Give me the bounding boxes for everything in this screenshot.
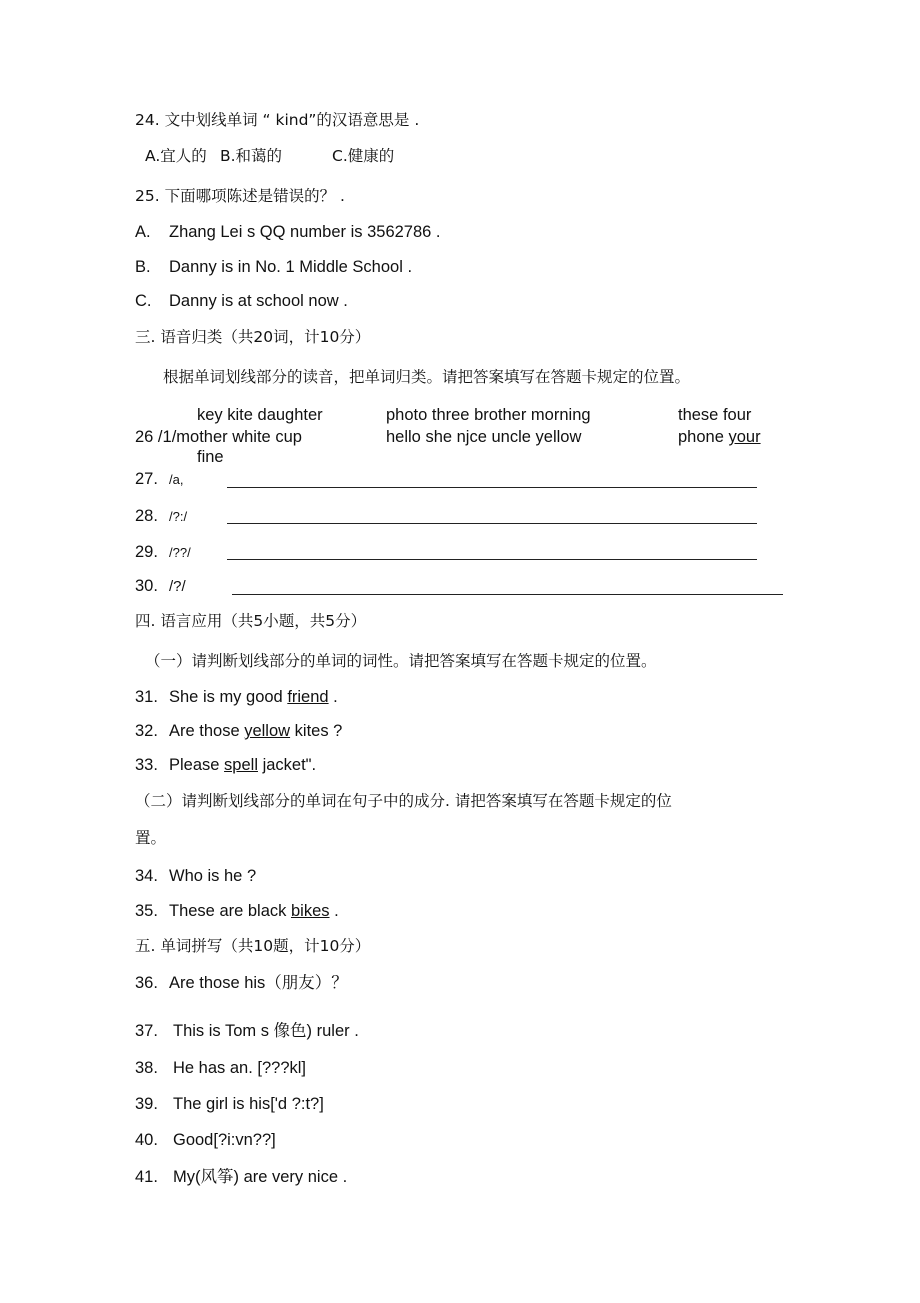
phonetic-item-28 <box>135 506 187 527</box>
option-text: Danny is at school now . <box>169 292 348 310</box>
word-table-col2-line1: photo three brother morning <box>386 406 591 424</box>
underlined-word: yellow <box>244 722 291 740</box>
underlined-word: bikes <box>290 902 330 920</box>
option-letter: B. <box>135 258 151 276</box>
answer-line-29[interactable] <box>227 559 757 560</box>
item-number: 28. <box>135 507 158 525</box>
sentence: Who is he ? <box>169 867 257 885</box>
question-40 <box>135 1130 276 1150</box>
sentence: Are those his（朋友）？ <box>169 974 348 992</box>
q24-option-b: B.和蔼的 <box>220 147 283 165</box>
question-24: 24. 文中划线单词 “ kind”的汉语意思是 . <box>135 111 420 129</box>
question-35 <box>135 901 339 921</box>
word-table-col2-line2: hello she njce uncle yellow <box>386 428 582 446</box>
item-number: 29. <box>135 543 158 561</box>
item-number: 30. <box>135 577 158 595</box>
sentence-after: . <box>329 902 339 920</box>
section-4-title: 四. 语言应用（共5小题，共5分） <box>135 612 367 630</box>
option-letter: A. <box>135 223 151 241</box>
sentence-after: jacket". <box>257 756 317 774</box>
item-number: 27. <box>135 470 158 488</box>
word-table-col3-line2 <box>678 427 761 447</box>
question-number: 41. <box>135 1168 158 1186</box>
underlined-word: friend <box>287 688 329 706</box>
q25-option-a <box>135 222 441 242</box>
phonetic-item-29 <box>135 542 191 563</box>
question-25: 25. 下面哪项陈述是错误的？ . <box>135 187 345 205</box>
section-4-part1: （一）请判断划线部分的单词的词性。请把答案填写在答题卡规定的位置。 <box>145 652 657 670</box>
option-text: Danny is in No. 1 Middle School . <box>169 258 413 276</box>
sentence: He has an. [???kl] <box>173 1059 306 1077</box>
q25-option-b <box>135 257 412 277</box>
option-letter: C. <box>135 292 152 310</box>
question-number: 39. <box>135 1095 158 1113</box>
sentence-after: kites ? <box>290 722 343 740</box>
sentence: My(风筝) are very nice . <box>173 1168 348 1186</box>
phonetic-symbol: /?:/ <box>169 509 188 524</box>
sentence: Good[?i:vn??] <box>173 1131 276 1149</box>
phonetic-item-30 <box>135 576 186 597</box>
phonetic-item-27 <box>135 469 183 490</box>
question-33 <box>135 755 316 775</box>
underlined-word: your <box>728 428 761 446</box>
question-32 <box>135 721 342 741</box>
phonetic-symbol: /a, <box>169 472 184 487</box>
sentence: This is Tom s 像色) ruler . <box>173 1022 359 1040</box>
option-text: Zhang Lei s QQ number is 3562786 . <box>169 223 441 241</box>
word-table-col1-line2: 26 /1/mother white cup <box>135 428 302 446</box>
sentence-before: Are those <box>169 722 245 740</box>
sentence-before: She is my good <box>169 688 288 706</box>
section-3-instruction: 根据单词划线部分的读音，把单词归类。请把答案填写在答题卡规定的位置。 <box>163 368 691 386</box>
question-38 <box>135 1058 306 1078</box>
question-41 <box>135 1167 347 1187</box>
word-table-col1-line3: fine <box>197 448 224 466</box>
section-5-title: 五. 单词拼写（共10题，计10分） <box>135 937 371 955</box>
question-37 <box>135 1021 359 1041</box>
section-3-title: 三. 语音归类（共20词，计10分） <box>135 328 371 346</box>
question-number: 36. <box>135 974 158 992</box>
word: phone <box>678 428 729 446</box>
question-number: 32. <box>135 722 158 740</box>
question-number: 34. <box>135 867 158 885</box>
answer-line-30[interactable] <box>232 594 783 595</box>
phonetic-symbol: /??/ <box>169 545 191 560</box>
answer-line-28[interactable] <box>227 523 757 524</box>
question-31 <box>135 687 338 707</box>
q24-option-a: A.宜人的 <box>145 147 207 165</box>
answer-line-27[interactable] <box>227 487 757 488</box>
word-table-col1-line1: key kite daughter <box>197 406 323 424</box>
question-number: 35. <box>135 902 158 920</box>
question-number: 33. <box>135 756 158 774</box>
question-39 <box>135 1094 324 1114</box>
question-number: 38. <box>135 1059 158 1077</box>
question-number: 31. <box>135 688 158 706</box>
sentence-before: These are black <box>169 902 291 920</box>
section-4-part2-line1: （二）请判断划线部分的单词在句子中的成分. 请把答案填写在答题卡规定的位 <box>135 792 672 810</box>
phonetic-symbol: /?/ <box>169 578 186 595</box>
question-number: 40. <box>135 1131 158 1149</box>
sentence-after: . <box>328 688 338 706</box>
q25-option-c <box>135 291 348 311</box>
sentence-before: Please <box>169 756 225 774</box>
q24-option-c: C.健康的 <box>332 147 395 165</box>
word-table-col3-line1: these four <box>678 406 752 424</box>
section-4-part2-line2: 置。 <box>135 829 167 847</box>
question-34 <box>135 866 256 886</box>
sentence: The girl is his['d ?:t?] <box>173 1095 324 1113</box>
question-36 <box>135 973 348 993</box>
question-number: 37. <box>135 1022 158 1040</box>
underlined-word: spell <box>224 756 258 774</box>
